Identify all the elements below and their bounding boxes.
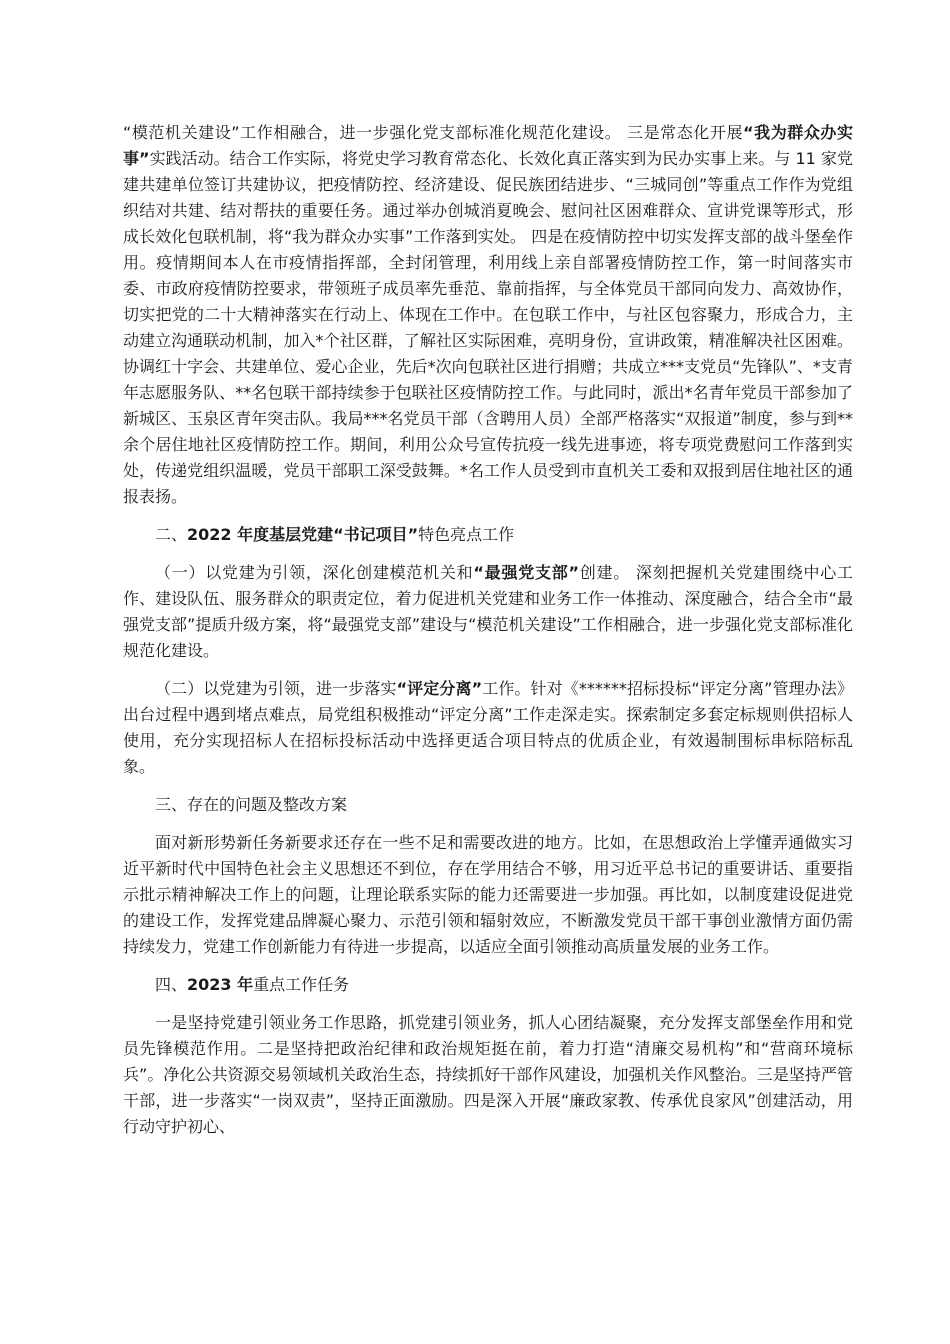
paragraph-problems (123, 830, 853, 960)
heading-text: 四、 (155, 975, 188, 994)
paragraph-text: 创建。 深刻把握机关党建围绕中心工作、建设队伍、服务群众的职责定位，着力促进机关党建和业务工作一体推动、深度融合，结合全市“最强党支部”提质升级方案，将“最强党支部”建设与“模范机关建设”工作相融合，进一步强化党支部标准化规范化建设。 (123, 563, 853, 660)
paragraph-text: 面对新形势新任务新要求还存在一些不足和需要改进的地方。比如，在思想政治上学懂弄通做实习近平新时代中国特色社会主义思想还不到位，存在学用结合不够，用习近平总书记的重要讲话、重要指示批示精神解决工作上的问题，让理论联系实际的能力还需要进一步加强。再比如，以制度建设促进党的建设工作，发挥党建品牌凝心聚力、示范引领和辐射效应，不断激发党员干部干事创业激情方面仍需持续发力，党建工作创新能力有待进一步提高，以适应全面引领推动高质量发展的业务工作。 (123, 833, 853, 956)
paragraph-2023-tasks (123, 1010, 853, 1140)
heading-text: 二、 (155, 525, 188, 544)
paragraph-text: 工作。针对《******招标投标“评定分离”管理办法》出台过程中遇到堵点难点，局党组积极推动“评定分离”工作走深走实。探索制定多套定标规则供招标人使用，充分实现招标人在招标投标活动中选择更适合项目特点的优质企业，有效遏制围标串标陪标乱象。 (123, 679, 853, 776)
heading-bold-phrase: 2023 年 (187, 975, 254, 994)
paragraph-party-work-continued (123, 120, 853, 510)
paragraph-model-organ (123, 560, 853, 664)
paragraph-text: （一）以党建为引领，深化创建模范机关和 (155, 563, 474, 582)
section-heading-4 (123, 972, 853, 998)
heading-bold-phrase: 2022 年度基层党建“书记项目” (187, 525, 419, 544)
document-page (123, 120, 853, 1140)
paragraph-text: （二）以党建为引领，进一步落实 (155, 679, 397, 698)
paragraph-bold-phrase: “我为群众办实事” (123, 123, 853, 168)
paragraph-text: 实践活动。结合工作实际，将党史学习教育常态化、长效化真正落实到为民办实事上来。与 11 家党建共建单位签订共建协议，把疫情防控、经济建设、促民族团结进步、“三城同创”等重点工作作为党组织结对共建、结对帮扶的重要任务。通过举办创城消夏晚会、慰问社区困难群众、宣讲党课等形式，形成长效化包联机制，将“我为群众办实事”工作落到实处。 四是在疫情防控中切实发挥支部的战斗堡垒作用。疫情期间本人在市疫情指挥部，全封闭管理，利用线上亲自部署疫情防控工作，第一时间落实市委、市政府疫情防控要求，带领班子成员率先垂范、靠前指挥，与全体党员干部同向发力、高效协作，切实把党的二十大精神落实在行动上、体现在工作中。在包联工作中，与社区包容聚力，形成合力，主动建立沟通联动机制，加入*个社区群，了解社区实际困难，亮明身份，宣讲政策，精准解决社区困难。协调红十字会、共建单位、爱心企业，先后*次向包联社区进行捐赠；共成立***支党员“先锋队”、*支青年志愿服务队、**名包联干部持续参于包联社区疫情防控工作。与此同时，派出*名青年党员干部参加了新城区、玉泉区青年突击队。我局***名党员干部（含聘用人员）全部严格落实“双报道”制度，参与到**余个居住地社区疫情防控工作。期间，利用公众号宣传抗疫一线先进事迹，将专项党费慰问工作落到实处，传递党组织温暖，党员干部职工深受鼓舞。*名工作人员受到市直机关工委和双报到居住地社区的通报表扬。 (123, 149, 853, 506)
paragraph-text: 一是坚持党建引领业务工作思路，抓党建引领业务，抓人心团结凝聚，充分发挥支部堡垒作用和党员先锋模范作用。二是坚持把政治纪律和政治规矩挺在前，着力打造“清廉交易机构”和“营商环境标兵”。净化公共资源交易领域机关政治生态，持续抓好干部作风建设，加强机关作风整治。三是坚持严管干部，进一步落实“一岗双责”，坚持正面激励。四是深入开展“廉政家教、传承优良家风”创建活动，用行动守护初心、 (123, 1013, 853, 1136)
paragraph-bold-phrase: “评定分离” (396, 679, 483, 698)
heading-text: 特色亮点工作 (418, 525, 515, 544)
paragraph-text: “模范机关建设”工作相融合，进一步强化党支部标准化规范化建设。 三是常态化开展 (123, 123, 744, 142)
paragraph-bold-phrase: “最强党支部” (473, 563, 579, 582)
heading-text: 三、存在的问题及整改方案 (155, 795, 348, 814)
section-heading-2 (123, 522, 853, 548)
heading-text: 重点工作任务 (253, 975, 350, 994)
section-heading-3 (123, 792, 853, 818)
paragraph-evaluation-separation (123, 676, 853, 780)
